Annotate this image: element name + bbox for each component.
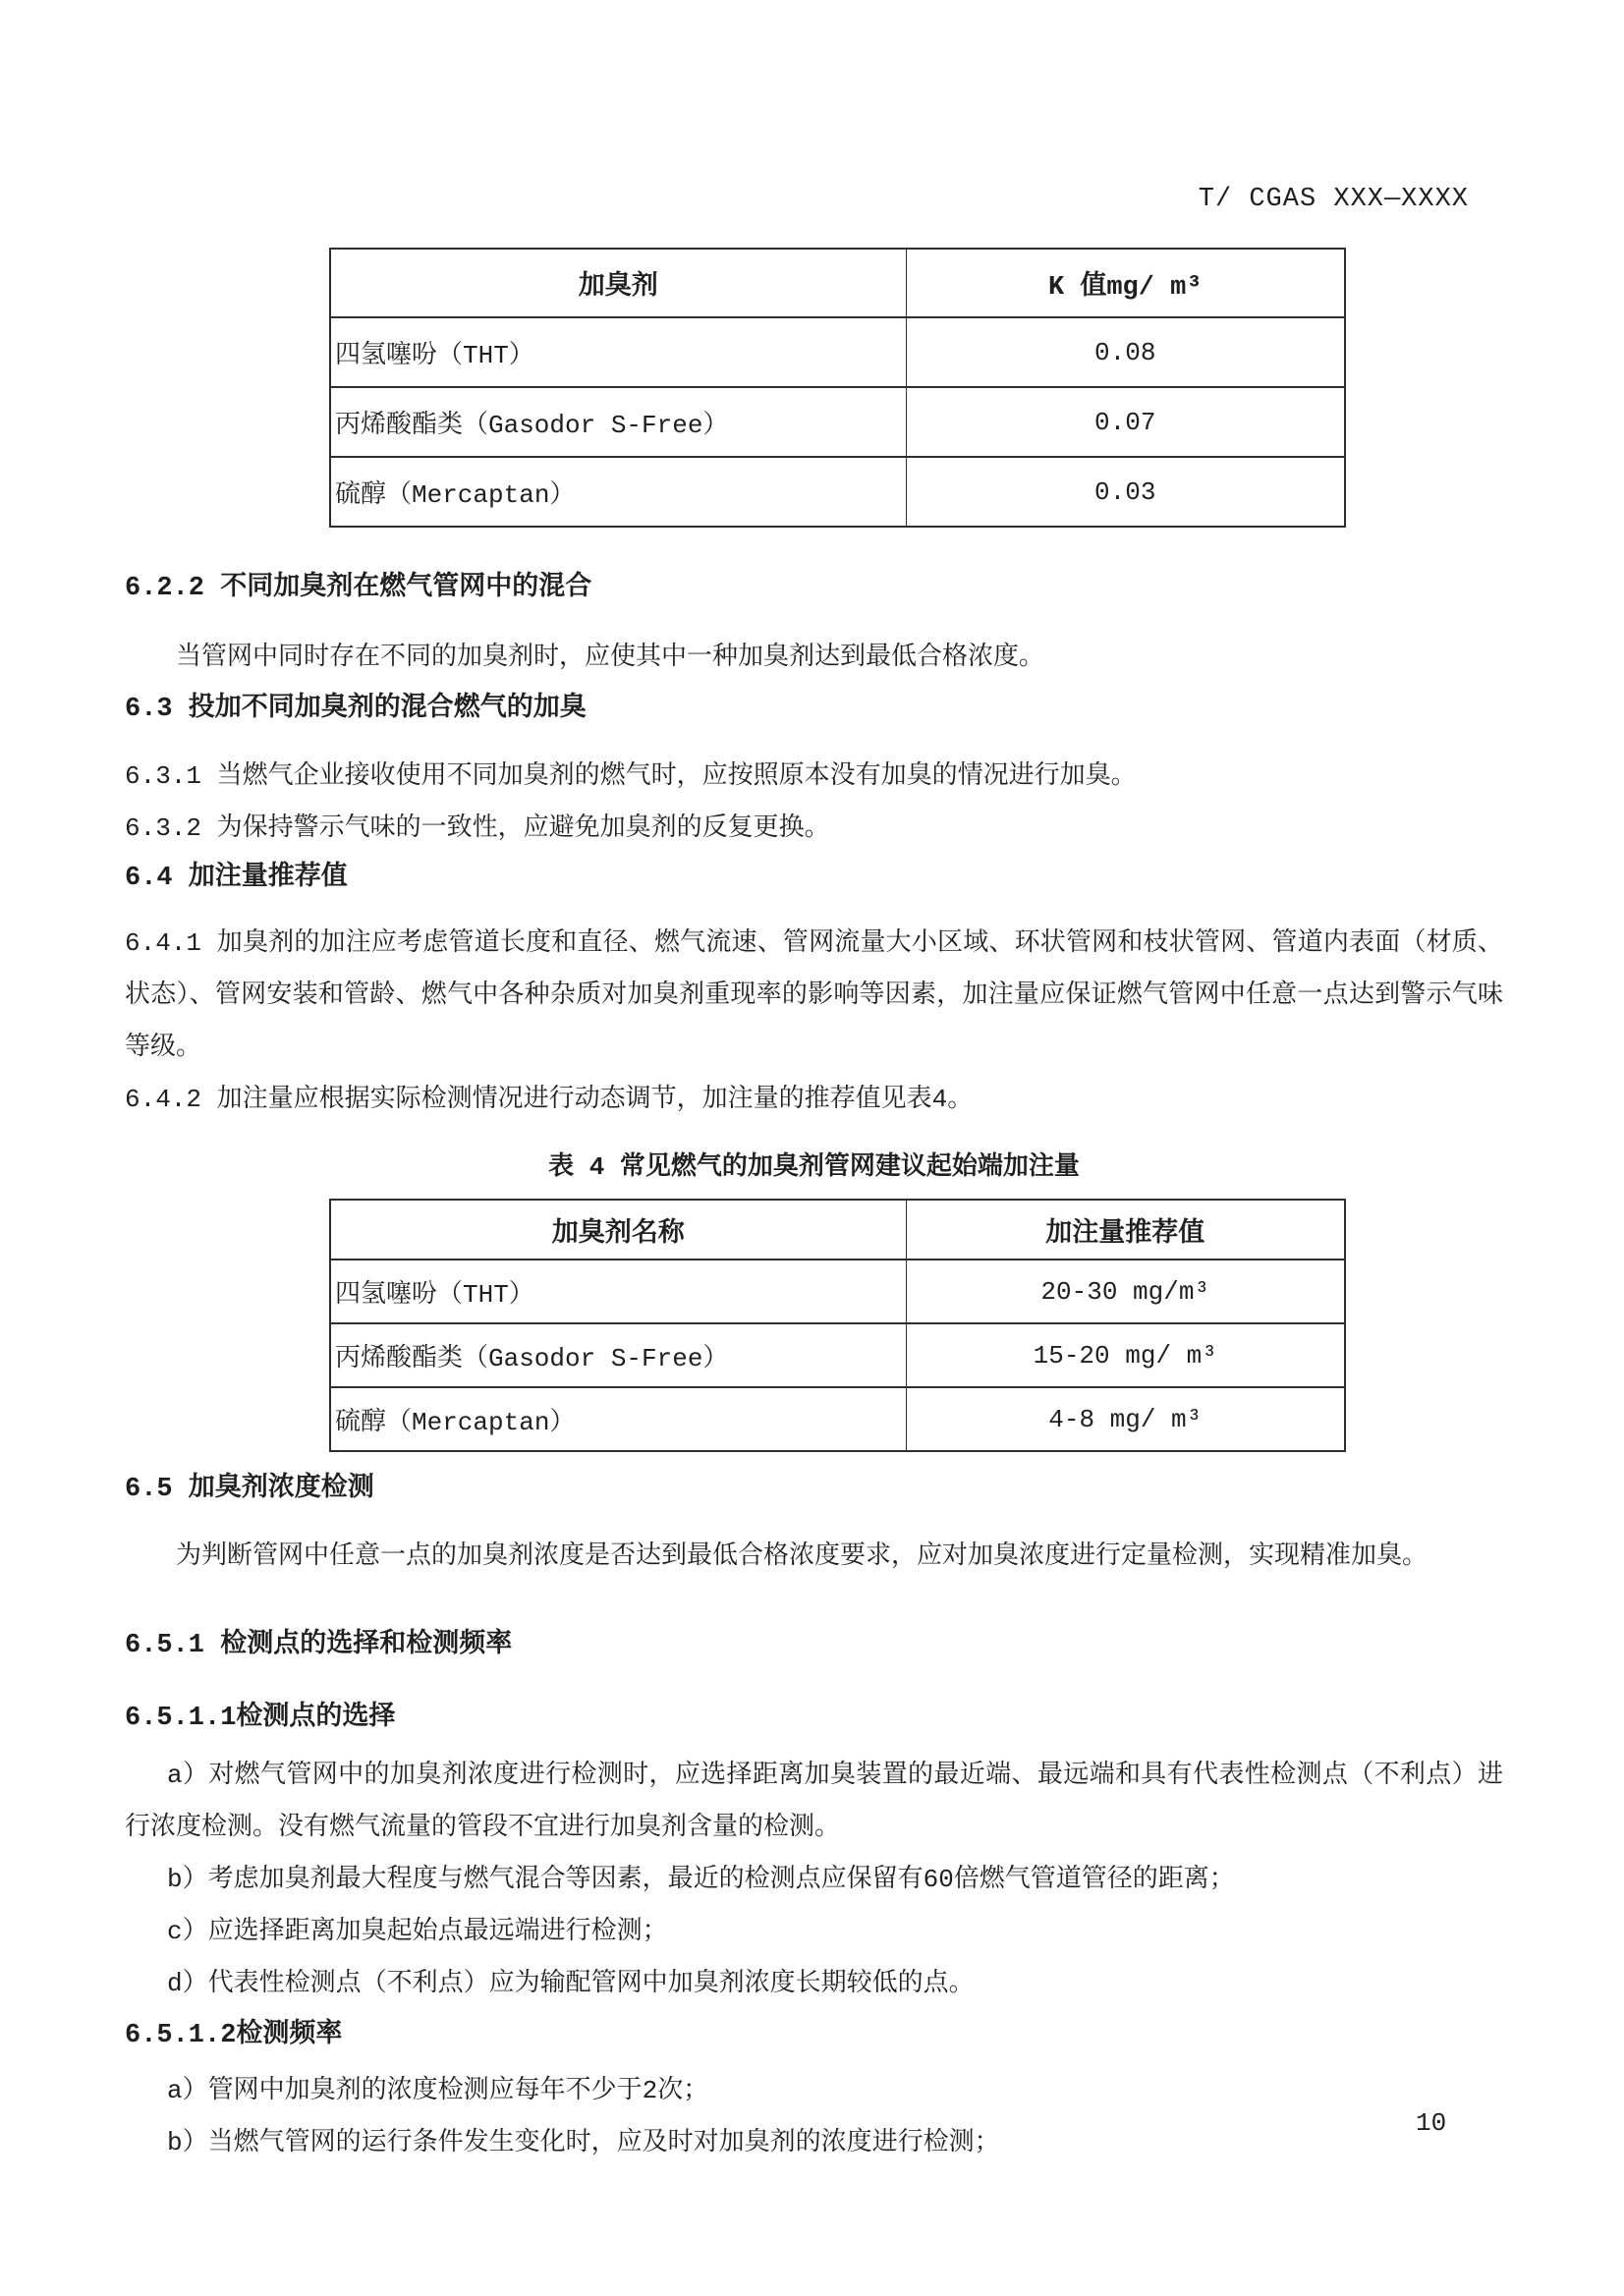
table-row [330,1387,1345,1451]
list-item-d: d）代表性检测点（不利点）应为输配管网中加臭剂浓度长期较低的点。 [167,1969,975,1998]
table-k-body [330,317,1345,527]
paragraph-6-3-2: 6.3.2 为保持警示气味的一致性，应避免加臭剂的反复更换。 [125,813,830,843]
table-row [330,317,1345,387]
dose-value: 15-20 mg/ m³ [906,1323,1345,1387]
table-row [330,387,1345,457]
table-row [330,1260,1345,1323]
paragraph-6-5: 为判断管网中任意一点的加臭剂浓度是否达到最低合格浓度要求，应对加臭浓度进行定量检测，实现精准加臭。 [176,1541,1428,1571]
paragraph-6-2-2: 当管网中同时存在不同的加臭剂时，应使其中一种加臭剂达到最低合格浓度。 [176,643,1045,672]
paragraph-6-3-1: 6.3.1 当燃气企业接收使用不同加臭剂的燃气时，应按照原本没有加臭的情况进行加臭。 [125,761,1137,791]
table-dose-col-odorant: 加臭剂名称 [330,1200,906,1260]
heading-6-2-2: 6.2.2 不同加臭剂在燃气管网中的混合 [125,574,592,603]
list-item-b: b）当燃气管网的运行条件发生变化时，应及时对加臭剂的浓度进行检测； [167,2128,1000,2157]
table-dose-body [330,1260,1345,1451]
table-k-values [329,248,1346,528]
odorant-name: 丙烯酸酯类（Gasodor S-Free） [330,1323,906,1387]
k-value: 0.08 [906,317,1345,387]
paragraph-6-4-1: 6.4.1 加臭剂的加注应考虑管道长度和直径、燃气流速、管网流量大小区域、环状管网和枝状管网、管道内表面（材质、状态）、管网安装和管龄、燃气中各种杂质对加臭剂重现率的影响等因素，加注量应保证燃气管网中任意一点达到警示气味等级。 [125,928,1503,1062]
dose-value: 20-30 mg/m³ [906,1260,1345,1323]
heading-6-3: 6.3 投加不同加臭剂的混合燃气的加臭 [125,695,587,724]
heading-6-5-1: 6.5.1 检测点的选择和检测频率 [125,1631,513,1660]
paragraph-6-4-2: 6.4.2 加注量应根据实际检测情况进行动态调节，加注量的推荐值见表4。 [125,1085,974,1114]
heading-6-4: 6.4 加注量推荐值 [125,864,348,893]
list-item-b: b）考虑加臭剂最大程度与燃气混合等因素，最近的检测点应保留有60倍燃气管道管径的距离； [167,1865,1235,1894]
dose-value: 4-8 mg/ m³ [906,1387,1345,1451]
k-value: 0.03 [906,457,1345,527]
table-row [330,1323,1345,1387]
table-k-head [330,249,1345,317]
table-header-row [330,1200,1345,1260]
k-value: 0.07 [906,387,1345,457]
list-item-a: a）管网中加臭剂的浓度检测应每年不少于2次； [167,2076,709,2105]
heading-6-5: 6.5 加臭剂浓度检测 [125,1475,374,1504]
table-k-col-value: K 值mg/ m³ [906,249,1345,317]
odorant-name: 丙烯酸酯类（Gasodor S-Free） [330,387,906,457]
odorant-name: 四氢噻吩（THT） [330,317,906,387]
odorant-name: 硫醇（Mercaptan） [330,1387,906,1451]
list-item-a: a）对燃气管网中的加臭剂浓度进行检测时，应选择距离加臭装置的最近端、最远端和具有代表性检测点（不利点）进行浓度检测。没有燃气流量的管段不宜进行加臭剂含量的检测。 [125,1761,1503,1842]
page-content [125,0,1503,2169]
odorant-name: 硫醇（Mercaptan） [330,457,906,527]
table-dose-values [329,1199,1346,1452]
table-row [330,457,1345,527]
heading-6-5-1-2: 6.5.1.2检测频率 [125,2021,343,2050]
table-dose-head [330,1200,1345,1260]
table-4-caption: 表 4 常见燃气的加臭剂管网建议起始端加注量 [548,1152,1080,1182]
table-k-col-odorant: 加臭剂 [330,249,906,317]
doc-code: T/ CGAS XXX—XXXX [1198,185,1469,214]
table-dose-col-value: 加注量推荐值 [906,1200,1345,1260]
heading-6-5-1-1: 6.5.1.1检测点的选择 [125,1704,396,1733]
odorant-name: 四氢噻吩（THT） [330,1260,906,1323]
list-item-c: c）应选择距离加臭起始点最远端进行检测； [167,1917,668,1946]
page-number: 10 [1416,2108,1447,2138]
table-header-row [330,249,1345,317]
